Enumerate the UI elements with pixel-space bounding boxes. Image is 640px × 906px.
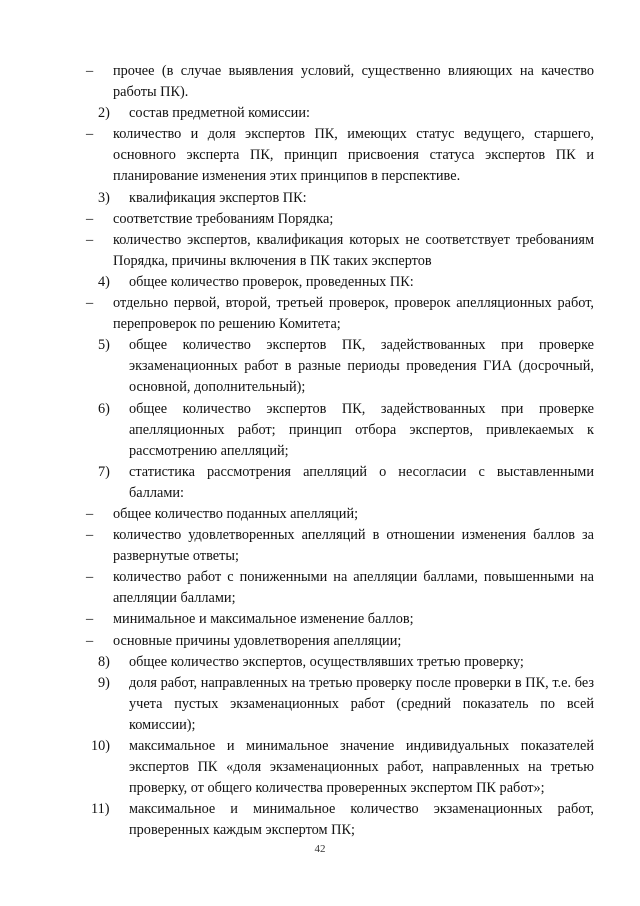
numbered-item: [86, 799, 594, 841]
list-item: [86, 567, 594, 609]
list-number: 2): [98, 105, 110, 122]
list-dash: –: [86, 231, 94, 248]
list-item: [86, 293, 594, 335]
numbered-item: [86, 736, 594, 799]
list-item-text: количество и доля экспертов ПК, имеющих статус ведущего, старшего, основного эксперта ПК, принцип присвоения статуса экспертов ПК и планирование изменения этих принципов в перспективе.: [113, 126, 594, 185]
list-number: 10): [91, 738, 111, 754]
list-number: 9): [98, 674, 110, 691]
list-item: [86, 209, 594, 230]
list-item-text: состав предметной комиссии:: [129, 105, 310, 122]
list-dash: –: [86, 295, 94, 312]
list-item-text: общее количество проверок, проведенных ПК:: [129, 273, 414, 290]
list-item-text: статистика рассмотрения апелляций о несогласии с выставленными баллами:: [129, 463, 594, 501]
list-dash: –: [86, 611, 94, 628]
numbered-item: [86, 272, 594, 293]
list-item-text: максимальное и минимальное количество экзаменационных работ, проверенных каждым экспертом ПК;: [129, 801, 594, 839]
numbered-item: [86, 103, 594, 124]
list-item: [86, 631, 594, 652]
list-item-text: общее количество экспертов ПК, задействованных при проверке экзаменационных работ в разные периоды проведения ГИА (досрочный, основной, дополнительный);: [129, 337, 594, 396]
list-item: [86, 609, 594, 630]
numbered-item: [86, 188, 594, 209]
list-item-text: общее количество экспертов ПК, задействованных при проверке апелляционных работ; принцип отбора экспертов, привлекаемых к рассмотрению апелляций;: [129, 400, 594, 459]
numbered-item: [86, 335, 594, 398]
list-dash: –: [86, 527, 94, 544]
list-dash: –: [86, 505, 94, 522]
list-item-text: квалификация экспертов ПК:: [129, 189, 307, 206]
list-item-text: минимальное и максимальное изменение баллов;: [113, 611, 414, 628]
list-item-text: отдельно первой, второй, третьей проверок, проверок апелляционных работ, перепроверок по решению Комитета;: [113, 295, 594, 333]
numbered-item: [86, 673, 594, 736]
list-item-text: доля работ, направленных на третью проверку после проверки в ПК, т.е. без учета пустых экзаменационных работ (средний показатель по всей комиссии);: [129, 674, 594, 733]
page-number: 42: [314, 843, 326, 855]
numbered-item: [86, 399, 594, 462]
page-body: [86, 61, 594, 841]
numbered-item: [86, 652, 594, 673]
list-item-text: количество удовлетворенных апелляций в отношении изменения баллов за развернутые ответы;: [113, 527, 594, 565]
list-item-text: количество работ с пониженными на апелляции баллами, повышенными на апелляции баллами;: [113, 569, 594, 607]
list-item: [86, 230, 594, 272]
numbered-item: [86, 462, 594, 504]
list-item-text: основные причины удовлетворения апелляции;: [113, 632, 402, 649]
list-item: [86, 61, 594, 103]
list-number: 6): [98, 400, 110, 417]
list-number: 11): [91, 801, 110, 818]
list-item-text: соответствие требованиям Порядка;: [113, 210, 334, 227]
list-item-text: прочее (в случае выявления условий, существенно влияющих на качество работы ПК).: [113, 63, 594, 101]
list-item: [86, 124, 594, 187]
list-dash: –: [86, 63, 94, 79]
list-item-text: общее количество экспертов, осуществлявших третью проверку;: [129, 653, 524, 670]
list-item-text: количество экспертов, квалификация которых не соответствует требованиям Порядка, причины включения в ПК таких экспертов: [113, 231, 594, 269]
list-number: 4): [98, 273, 110, 290]
list-dash: –: [86, 210, 94, 227]
list-dash: –: [86, 126, 94, 143]
list-dash: –: [86, 569, 94, 586]
list-number: 7): [98, 463, 110, 480]
list-item: [86, 504, 594, 525]
list-item-text: максимальное и минимальное значение индивидуальных показателей экспертов ПК «доля экзаменационных работ, направленных на третью проверку, от общего количества проверенных экспертом ПК работ»;: [129, 738, 594, 797]
list-number: 8): [98, 653, 110, 670]
list-number: 3): [98, 189, 110, 206]
list-item: [86, 525, 594, 567]
list-dash: –: [86, 632, 94, 649]
list-number: 5): [98, 337, 110, 354]
list-item-text: общее количество поданных апелляций;: [113, 505, 359, 522]
